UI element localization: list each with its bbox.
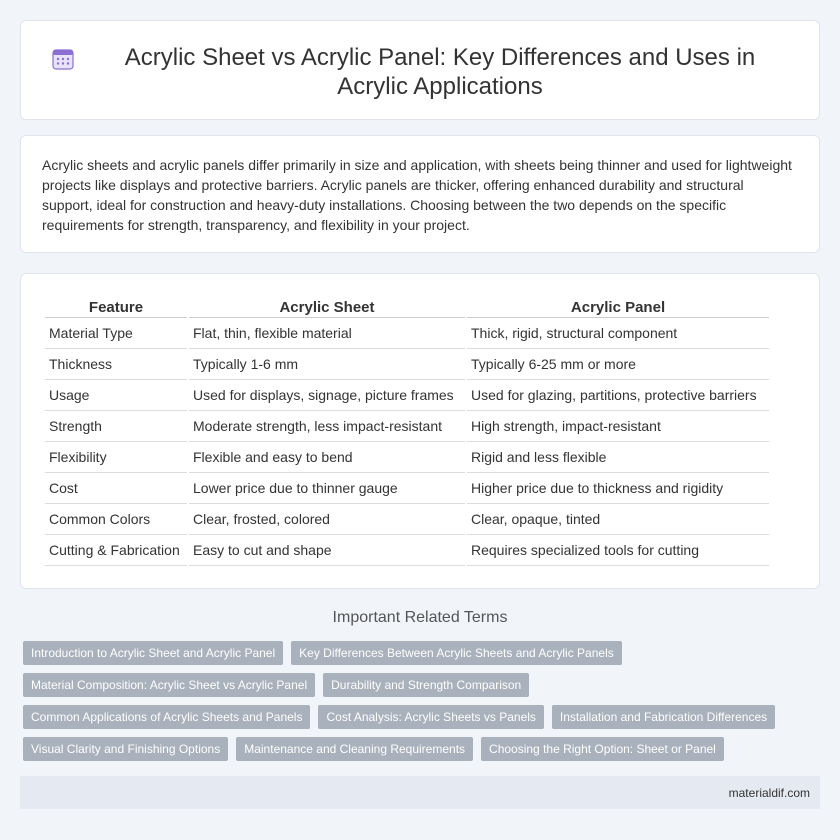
feature-cell: Strength: [45, 411, 187, 442]
tag-row: [23, 737, 823, 761]
panel-cell: Requires specialized tools for cutting: [467, 535, 769, 566]
table-row: [45, 504, 769, 535]
feature-cell: Cost: [45, 473, 187, 504]
panel-cell: High strength, impact-resistant: [467, 411, 769, 442]
table-row: [45, 380, 769, 411]
comparison-table-card: [20, 273, 820, 589]
table-header-row: [45, 298, 769, 318]
summary-card: [20, 135, 820, 253]
feature-cell: Material Type: [45, 318, 187, 349]
sheet-cell: Flexible and easy to bend: [189, 442, 465, 473]
table-row: [45, 473, 769, 504]
tag-row: [23, 641, 823, 665]
sheet-cell: Moderate strength, less impact-resistant: [189, 411, 465, 442]
panel-cell: Rigid and less flexible: [467, 442, 769, 473]
table-row: [45, 411, 769, 442]
table-row: [45, 535, 769, 566]
table-row: [45, 318, 769, 349]
table-row: [45, 442, 769, 473]
panel-cell: Clear, opaque, tinted: [467, 504, 769, 535]
panel-cell: Thick, rigid, structural component: [467, 318, 769, 349]
related-term-tag[interactable]: Material Composition: Acrylic Sheet vs Acrylic Panel: [23, 673, 315, 697]
sheet-cell: Lower price due to thinner gauge: [189, 473, 465, 504]
sheet-cell: Clear, frosted, colored: [189, 504, 465, 535]
tag-row: [23, 705, 823, 729]
table-row: [45, 349, 769, 380]
feature-cell: Flexibility: [45, 442, 187, 473]
related-term-tag[interactable]: Introduction to Acrylic Sheet and Acrylic Panel: [23, 641, 283, 665]
comparison-table: [43, 298, 771, 566]
title-wrap: [21, 43, 819, 101]
page-title: Acrylic Sheet vs Acrylic Panel: Key Differences and Uses in Acrylic Applications: [124, 44, 756, 100]
sheet-cell: Used for displays, signage, picture frames: [189, 380, 465, 411]
related-term-tag[interactable]: Maintenance and Cleaning Requirements: [236, 737, 473, 761]
summary-text: Acrylic sheets and acrylic panels differ primarily in size and application, with sheets being thinner and used for lightweight projects like displays and protective barriers. Acrylic panels are thicker, offering enhanced durability and structural support, ideal for construction and heavy-duty installations. Choosing between the two depends on the specific requirements for strength, transparency, and flexibility in your project.: [42, 157, 792, 233]
related-term-tag[interactable]: Durability and Strength Comparison: [323, 673, 529, 697]
tag-row: [23, 673, 823, 697]
feature-cell: Thickness: [45, 349, 187, 380]
panel-cell: Used for glazing, partitions, protective barriers: [467, 380, 769, 411]
related-term-tag[interactable]: Visual Clarity and Finishing Options: [23, 737, 228, 761]
column-header-feature: Feature: [45, 298, 187, 318]
feature-cell: Common Colors: [45, 504, 187, 535]
column-header-acrylic-sheet: Acrylic Sheet: [189, 298, 465, 318]
related-terms-heading: Important Related Terms: [332, 609, 508, 626]
header-card: [20, 20, 820, 120]
sheet-cell: Flat, thin, flexible material: [189, 318, 465, 349]
related-term-tag[interactable]: Key Differences Between Acrylic Sheets and Acrylic Panels: [291, 641, 622, 665]
related-term-tag[interactable]: Installation and Fabrication Differences: [552, 705, 775, 729]
related-term-tag[interactable]: Choosing the Right Option: Sheet or Panel: [481, 737, 724, 761]
related-term-tag[interactable]: Cost Analysis: Acrylic Sheets vs Panels: [318, 705, 543, 729]
related-terms-list: [23, 641, 823, 769]
feature-cell: Cutting & Fabrication: [45, 535, 187, 566]
site-link[interactable]: materialdif.com: [728, 786, 810, 800]
related-term-tag[interactable]: Common Applications of Acrylic Sheets and Panels: [23, 705, 310, 729]
sheet-cell: Typically 1-6 mm: [189, 349, 465, 380]
calendar-icon: [51, 47, 75, 71]
panel-cell: Typically 6-25 mm or more: [467, 349, 769, 380]
sheet-cell: Easy to cut and shape: [189, 535, 465, 566]
footer: [20, 776, 820, 809]
panel-cell: Higher price due to thickness and rigidity: [467, 473, 769, 504]
feature-cell: Usage: [45, 380, 187, 411]
column-header-acrylic-panel: Acrylic Panel: [467, 298, 769, 318]
